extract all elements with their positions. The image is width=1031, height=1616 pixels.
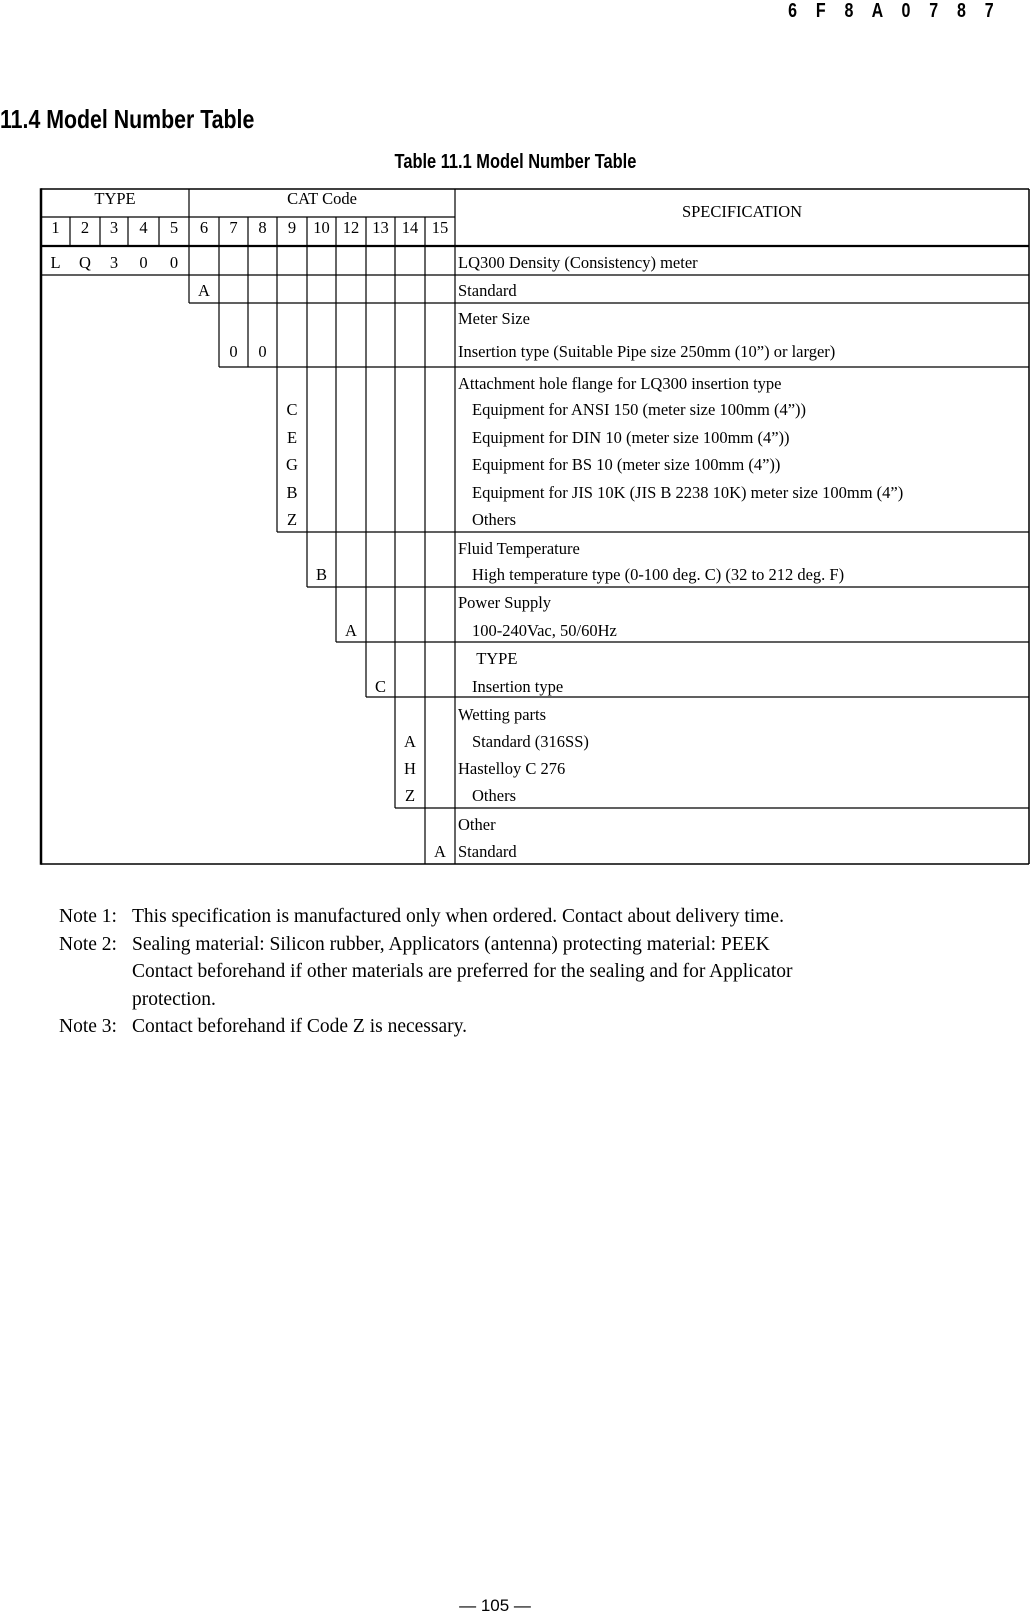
spec-line: Equipment for BS 10 (meter size 100mm (4”)) xyxy=(472,455,781,474)
header-cat-code: CAT Code xyxy=(287,189,357,208)
spec-line: LQ300 Density (Consistency) meter xyxy=(458,253,698,272)
header-position-6: 6 xyxy=(199,218,209,237)
code-14-Z: Z xyxy=(404,786,416,805)
code-8-0: 0 xyxy=(258,341,267,361)
header-position-9: 9 xyxy=(287,218,297,237)
note-text: protection. xyxy=(132,988,216,1010)
note-label: Note 3: xyxy=(59,1016,117,1037)
code-6-A: A xyxy=(198,281,210,300)
spec-line: Standard (316SS) xyxy=(472,732,589,752)
note-text: Sealing material: Silicon rubber, Applicators (antenna) protecting material: PEEK xyxy=(132,933,770,955)
code-10-B: B xyxy=(315,565,327,585)
spec-line: Others xyxy=(472,509,516,529)
spec-line: Equipment for ANSI 150 (meter size 100mm (4”)) xyxy=(472,400,807,420)
header-position-12: 12 xyxy=(342,218,360,237)
note-text: Contact beforehand if other materials are preferred for the sealing and for Applicator xyxy=(132,961,793,982)
code-9-C: C xyxy=(286,400,298,420)
note-text: This specification is manufactured only when ordered. Contact about delivery time. xyxy=(132,906,784,927)
code-5-0: 0 xyxy=(169,253,179,272)
header-position-4: 4 xyxy=(139,218,148,237)
code-3-3: 3 xyxy=(109,253,119,272)
spec-line: Standard xyxy=(458,281,517,300)
header-position-10: 10 xyxy=(313,218,330,237)
table-caption-text: Table 11.1 Model Number Table xyxy=(394,151,637,173)
spec-line: Equipment for JIS 10K (JIS B 2238 10K) meter size 100mm (4”) xyxy=(472,482,904,502)
code-14-H: H xyxy=(404,759,416,778)
spec-line: Hastelloy C 276 xyxy=(458,759,566,778)
note-text: Contact beforehand if Code Z is necessary. xyxy=(132,1016,467,1037)
spec-line: Insertion type (Suitable Pipe size 250mm (10”) or larger) xyxy=(458,341,836,361)
spec-line: Attachment hole flange for LQ300 insertion type xyxy=(458,373,782,393)
header-position-1: 1 xyxy=(51,218,60,237)
header-position-8: 8 xyxy=(258,218,267,237)
code-15-A: A xyxy=(434,841,446,861)
spec-line: TYPE xyxy=(476,648,518,668)
spec-line: Standard xyxy=(458,841,517,861)
page-number: — 105 — xyxy=(459,1596,531,1615)
spec-line: High temperature type (0-100 deg. C) (32 to 212 deg. F) xyxy=(472,565,845,585)
code-14-A: A xyxy=(404,732,416,752)
note-label: Note 2: xyxy=(59,933,117,955)
spec-line: Insertion type xyxy=(472,676,564,696)
spec-line: Meter Size xyxy=(458,308,530,328)
header-position-3: 3 xyxy=(109,218,119,237)
header-position-5: 5 xyxy=(169,218,179,237)
code-1-L: L xyxy=(50,253,61,272)
code-9-G: G xyxy=(286,455,298,474)
section-heading: 11.4 Model Number Table xyxy=(0,104,255,134)
spec-line: Power Supply xyxy=(458,593,552,612)
header-position-15: 15 xyxy=(431,218,449,237)
header-type: TYPE xyxy=(94,189,136,208)
code-9-B: B xyxy=(286,482,298,502)
spec-line: Equipment for DIN 10 (meter size 100mm (4”)) xyxy=(472,428,790,448)
spec-line: Fluid Temperature xyxy=(458,538,580,558)
code-9-Z: Z xyxy=(286,509,298,529)
header-position-7: 7 xyxy=(229,218,238,237)
code-12-A: A xyxy=(345,621,357,640)
spec-line: 100-240Vac, 50/60Hz xyxy=(472,621,617,640)
code-4-0: 0 xyxy=(139,253,148,272)
code-7-0: 0 xyxy=(229,341,238,361)
header-position-2: 2 xyxy=(80,218,90,237)
note-label: Note 1: xyxy=(59,906,117,927)
code-13-C: C xyxy=(374,676,386,696)
document-code: 6 F 8 A 0 7 8 7 xyxy=(788,0,1001,22)
code-2-Q: Q xyxy=(79,253,91,272)
spec-line: Others xyxy=(472,786,516,805)
code-9-E: E xyxy=(286,428,298,448)
header-position-14: 14 xyxy=(401,218,419,237)
header-position-13: 13 xyxy=(372,218,389,237)
spec-line: Other xyxy=(458,814,496,834)
spec-line: Wetting parts xyxy=(458,704,547,724)
header-specification: SPECIFICATION xyxy=(681,202,803,221)
